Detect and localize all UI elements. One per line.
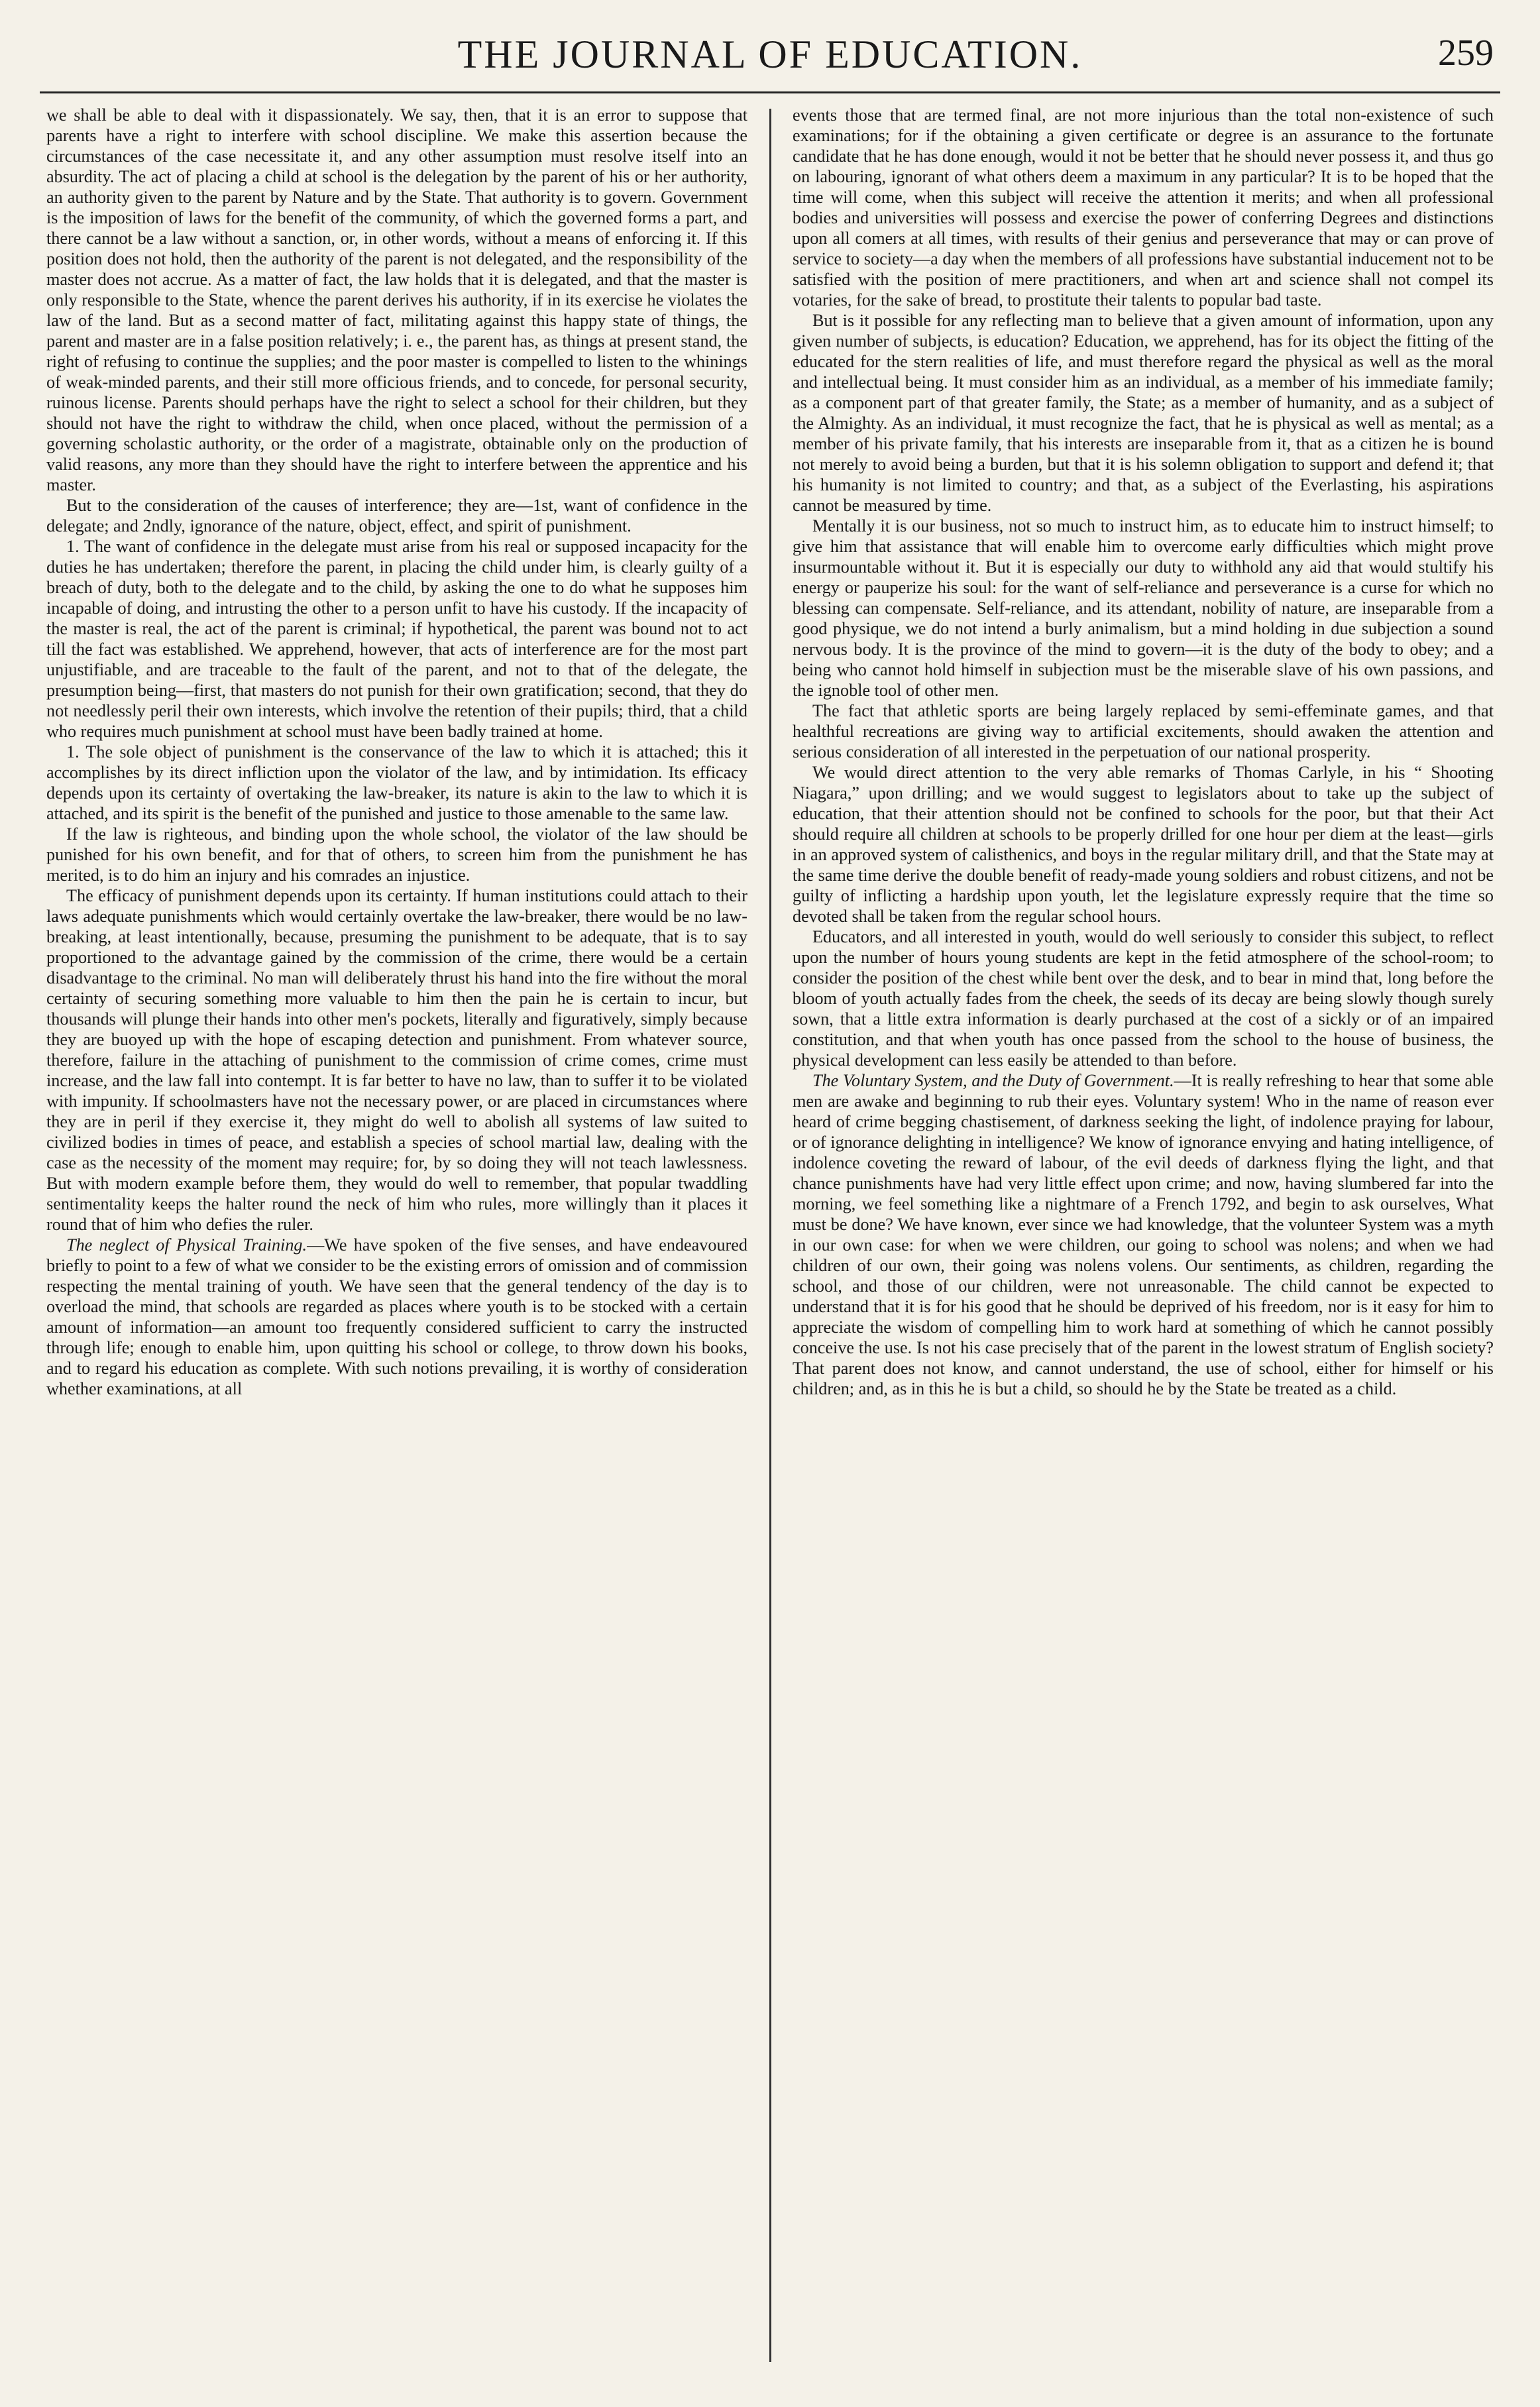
section-body: —We have spoken of the five senses, and have endeavoured briefly to point to a few of what we consider to be the existing errors of omission and of commission respecting the mental training of youth. We have seen that the general tendency of the day is to overload the mind, that schools are regarded as places where youth is to be stocked with a certain amount of information—an amount too frequently considered sufficient to carry the instructed through life; enough to enable him, upon quitting his school or college, to throw down his books, and to regard his education as complete. With such notions prevailing, it is worthy of consideration whether examinations, at all bbox=[46, 1235, 747, 1398]
section-paragraph bbox=[793, 1070, 1494, 1399]
journal-title: THE JOURNAL OF EDUCATION. bbox=[457, 32, 1083, 76]
paragraph: But is it possible for any reflecting man to believe that a given amount of information, upon any given number of subjects, is education? Education, we apprehend, has for its object the fitting of the educated for the stern realities of life, and must therefore regard the physical as well as the moral and intellectual being. It must consider him as an individual, as a member of his immediate family; as a component part of that greater family, the State; as a member of humanity, and as a subject of the Almighty. As an individual, it must recognize the fact, that he is physical as well as mental; as a member of his private family, that his interests are inseparable from it, that as a citizen he is bound not merely to avoid being a burden, but that it is his solemn obligation to support and defend it; that his humanity is not limited to country; and that, as a subject of the Everlasting, his aspirations cannot be measured by time. bbox=[793, 311, 1494, 515]
column-rule bbox=[769, 109, 771, 2362]
paragraph: The fact that athletic sports are being largely replaced by semi-effeminate games, and that healthful recreations are giving way to artificial excitements, should awaken the attention and serious consideration of all interested in the perpetuation of our national prosperity. bbox=[793, 701, 1494, 761]
paragraph: The efficacy of punishment depends upon its certainty. If human institutions could attach to their laws adequate punishments which would certainly overtake the law-breaker, there would be no law-breaking, at least intentionally, because, presuming the punishment to be adequate, that is to say proportioned to the advantage gained by the commission of the crime, there would be a certain disadvantage to the criminal. No man will deliberately thrust his hand into the fire without the moral certainty of securing something more valuable to him then the pain he is certain to incur, but thousands will plunge their hands into other men's pockets, literally and figuratively, simply because they are buoyed up with the hope of escaping detection and punishment. From whatever source, therefore, failure in the attaching of punishment to the commission of crime comes, crime must increase, and the law fall into contempt. It is far better to have no law, than to suffer it to be violated with impunity. If schoolmasters have not the necessary power, or are placed in circumstances where they are in peril if they exercise it, they might do well to abolish all systems of law suited to civilized bodies in times of peace, and establish a species of school martial law, dealing with the case as the necessity of the moment may require; for, by so doing they will not teach lawlessness. But with modern example before them, they would do well to remember, that popular twaddling sentimentality keeps the halter round the neck of him who rules, more willingly than it places it round that of him who defies the ruler. bbox=[46, 886, 747, 1234]
section-body: —It is really refreshing to hear that some able men are awake and beginning to rub their eyes. Voluntary system! Who in the name of reason ever heard of crime begging chastisement, of darkness seeking the light, of indolence praying for labour, or of ignorance delighting in intelligence? We know of ignorance envying and hating intelligence, of indolence coveting the reward of labour, of the evil deeds of darkness flying the light, and that chance punishments have had very little effect upon crime; and now, having slumbered far into the morning, we feel something like a nightmare of a French 1792, and begin to ask ourselves, What must be done? We have known, ever since we had knowledge, that the volunteer System was a myth in our own case: for when we were children, our going to school was nolens; and when we had children of our own, their going was nolens volens. Our sentiments, as children, regarding the school, and those of our children, were not unreasonable. The child cannot be expected to understand that it is for his good that he should be deprived of his freedom, nor is it easy for him to appreciate the wisdom of compelling him to work hard at something of which he cannot possibly conceive the use. Is not his case precisely that of the parent in the lowest stratum of English society? That parent does not know, and cannot understand, the use of school, either for himself or his children; and, as in this he is but a child, so should he by the State be treated as a child. bbox=[793, 1071, 1494, 1398]
paragraph: 1. The want of confidence in the delegate must arise from his real or supposed incapacity for the duties he has undertaken; therefore the parent, in placing the child under him, is clearly guilty of a breach of duty, both to the delegate and to the child, by asking the one to do what he supposes him incapable of doing, and intrusting the other to a person unfit to have his custody. If the incapacity of the master is real, the act of the parent is criminal; if hypothetical, the parent was bound not to act till the fact was established. We apprehend, however, that acts of interference are for the most part unjustifiable, and are traceable to the fault of the parent, and not to that of the delegate, the presumption being—first, that masters do not punish for their own gratification; second, that they do not needlessly peril their own interests, which involve the retention of their pupils; third, that a child who requires much punishment at school must have been badly trained at home. bbox=[46, 537, 747, 741]
paragraph: 1. The sole object of punishment is the conservance of the law to which it is attached; this it accomplishes by its direct infliction upon the violator of the law, and by intimidation. Its efficacy depends upon its certainty of overtaking the law-breaker, its nature is akin to the law to which it is attached, and its spirit is the benefit of the punished and justice to those amenable to the same law. bbox=[46, 742, 747, 823]
article-columns bbox=[46, 105, 1494, 2371]
page-number: 259 bbox=[1438, 32, 1494, 74]
paragraph: we shall be able to deal with it dispassionately. We say, then, that it is an error to suppose that parents have a right to interfere with school discipline. We make this assertion because the circumstances of the case necessitate it, and any other assumption must resolve itself into an absurdity. The act of placing a child at school is the delegation by the parent of his or her authority, an authority given to the parent by Nature and by the State. That authority is to govern. Government is the imposition of laws for the benefit of the community, of which the governed forms a part, and there cannot be a law without a sanction, or, in other words, without a means of enforcing it. If this position does not hold, then the authority of the parent is not delegated, and the responsibility of the master does not accrue. As a matter of fact, the law holds that it is delegated, and that the master is only responsible to the State, whence the parent derives his authority, if in its exercise he violates the law of the land. But as a second matter of fact, militating against this happy state of things, the parent and master are in a false position relatively; i. e., the parent has, as things at present stand, the right of refusing to continue the supplies; and the poor master is compelled to listen to the whinings of weak-minded parents, and their still more officious friends, and to concede, for personal security, ruinous license. Parents should perhaps have the right to select a school for their children, but they should not have the right to withdraw the child, when once placed, without the permission of a governing scholastic authority, or the order of a magistrate, obtainable only on the production of valid reasons, any more than they should have the right to interfere between the apprentice and his master. bbox=[46, 105, 747, 494]
paragraph: events those that are termed final, are not more injurious than the total non-existence of such examinations; for if the obtaining a given certificate or degree is an assurance to the fortunate candidate that he has done enough, would it not be better that he should never possess it, and thus go on labouring, ignorant of what others deem a maximum in any particular? It is to be hoped that the time will come, when this subject will receive the attention it merits; and when all professional bodies and universities will possess and exercise the power of conferring Degrees and distinctions upon all comers at all times, with results of their genius and perseverance that may or can prove of service to society—a day when the members of all professions have substantial inducement not to be satisfied with the position of mere practitioners, and when art and science shall not compel its votaries, for the sake of bread, to prostitute their talents to popular bad taste. bbox=[793, 105, 1494, 309]
section-heading: The neglect of Physical Training. bbox=[66, 1235, 307, 1255]
paragraph: Mentally it is our business, not so much to instruct him, as to educate him to instruct himself; to give him that assistance that will enable him to overcome early difficulties which might prove insurmountable without it. But it is especially our duty to withhold any aid that would stultify his energy or pauperize his soul: for the want of self-reliance and perseverance is a curse for which no blessing can compensate. Self-reliance, and its attendant, nobility of nature, are inseparable from a good physique, we do not intend a burly animalism, but a mind holding in due subjection a sound nervous body. It is the province of the mind to govern—it is the duty of the body to obey; and a being who cannot hold himself in subjection must be the miserable slave of his own passions, and the ignoble tool of other men. bbox=[793, 516, 1494, 700]
section-heading: The Voluntary System, and the Duty of Government. bbox=[812, 1071, 1174, 1090]
paragraph: But to the consideration of the causes of interference; they are—1st, want of confidence in the delegate; and 2ndly, ignorance of the nature, object, effect, and spirit of punishment. bbox=[46, 496, 747, 535]
paragraph: If the law is righteous, and binding upon the whole school, the violator of the law should be punished for his own benefit, and for that of others, to screen him from the punishment he has merited, is to do him an injury and his comrades an injustice. bbox=[46, 824, 747, 885]
right-column bbox=[793, 105, 1494, 2371]
left-column bbox=[46, 105, 747, 2371]
paragraph: Educators, and all interested in youth, would do well seriously to consider this subject, to reflect upon the number of hours young students are kept in the fetid atmosphere of the school-room; to consider the position of the chest while bent over the desk, and to bear in mind that, long before the bloom of youth actually fades from the cheek, the seeds of its decay are being slowly though surely sown, that a little extra information is dearly purchased at the cost of a sickly or of an impaired constitution, and that when youth has once passed from the school to the house of business, the physical development can less easily be attended to than before. bbox=[793, 927, 1494, 1070]
section-paragraph bbox=[46, 1235, 747, 1399]
paragraph: We would direct attention to the very able remarks of Thomas Carlyle, in his “ Shooting Niagara,” upon drilling; and we would suggest to legislators about to take up the subject of education, that their attention should not be confined to schools for the poor, but that their Act should require all children at schools to be properly drilled for one hour per diem at the least—girls in an approved system of calisthenics, and boys in the regular military drill, and that the State may at the same time derive the double benefit of ready-made young soldiers and robust citizens, and not be guilty of inflicting a hardship upon youth, let the legislature expressly require that the time so devoted shall be taken from the regular school hours. bbox=[793, 763, 1494, 926]
page-header bbox=[40, 19, 1500, 93]
